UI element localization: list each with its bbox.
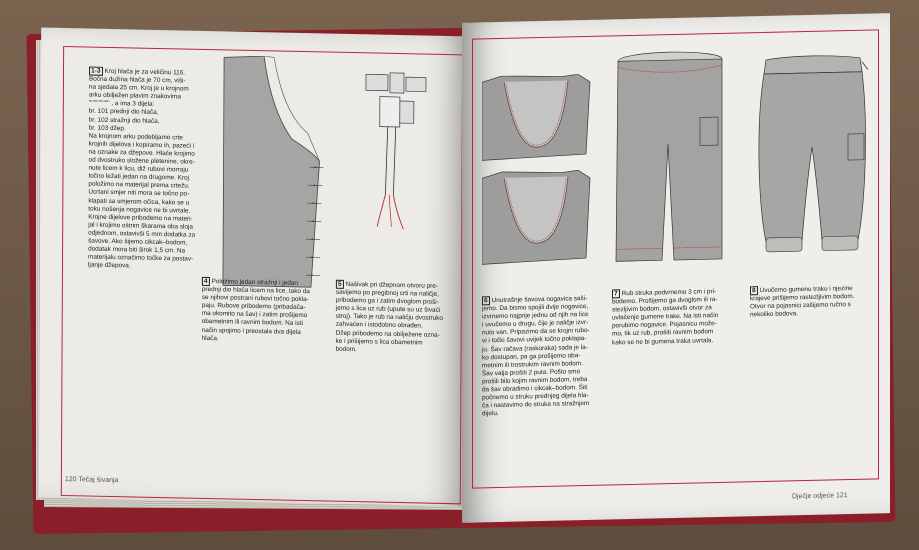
step-line: materijalu označimo točke za postav- (88, 253, 194, 263)
step-line: dijelu. (482, 410, 499, 418)
step-line: savijemo po pregibnoj crti na naličje, (335, 288, 439, 298)
step-line: Uvučemo gumenu traku i njezine (759, 284, 853, 295)
page-footer-left: 120 Tečaj šivanja (64, 476, 119, 485)
step-line: jemo s lica uz rub (upute su uz šivaći (335, 304, 441, 315)
step-line: pribodemo ga i zatim dvoglom proši- (335, 296, 439, 307)
step-intro-text (88, 67, 209, 273)
page-footer-right: Dječje odjeće 121 (792, 492, 848, 501)
step-number: 8 (752, 287, 756, 295)
step-line: način spojimo i preostala dva dijela (201, 326, 301, 336)
step-line: izvrnemo najprije jednu od njih na lice (482, 311, 589, 321)
step-line: Otvor na pojasnici zašijemo ručno s (750, 301, 851, 311)
step-line: ljanje džepova. (87, 261, 131, 270)
step-number: 6 (484, 297, 488, 305)
step-line: položimo na materijal prema crtežu. (88, 180, 190, 190)
step-line: da šav obradimo i cikcak–bodom. Šiti (482, 384, 588, 394)
step-line: ke i prišijemo s lica obametnim (335, 337, 423, 347)
step-number: 5 (336, 280, 344, 289)
step-line: vi i točki šavovi uvijek točno poklapa- (482, 335, 587, 345)
step-line: Rub struka podvrnemo 3 cm i pri- (621, 288, 717, 298)
seam-illustration (482, 74, 592, 271)
step-line: Krojne dijelove pribodemo na materi- (88, 213, 193, 223)
step-line: točno ležati jedan na drugome. Kroj (88, 172, 190, 182)
step-line: ju. Šav račava (raskoraka) sada je la- (482, 343, 588, 353)
step-line: se njihovi postrani rubovi točno pokla- (201, 294, 309, 304)
step-line: jemo. Da bismo spojili dvije nogavice, (482, 303, 589, 313)
finished-pants-illustration (752, 50, 874, 273)
step-line: paju. Rubove pribodemo (pribadača- (201, 302, 306, 312)
step-8-text (750, 283, 875, 319)
pants-pattern-illustration (215, 55, 326, 289)
step-line: Džep pribodemo na obilježene ozna- (335, 329, 440, 339)
step-line: ča i nastavimo do struka na stražnjem (482, 400, 590, 410)
step-number: 7 (614, 290, 618, 298)
step-line: nekoliko bodova. (750, 310, 798, 319)
step-line: šavove. Ako šijemo cikcak–bodom, (88, 237, 188, 247)
step-line: kako se ne bi gumena traka uvrtala. (612, 336, 714, 347)
step-line: jal i krojimo oštrim škarama oba sloja (88, 221, 194, 231)
step-line: Unutrašnje šavova nogavica saši- (491, 295, 588, 305)
step-line: krojnih dijelova i kopiramo ih, pazeći i (88, 140, 195, 150)
step-line: Položimo jedan stražnji i jedan (211, 278, 298, 287)
step-line: klapati sa smjerom očica, kako se u (88, 197, 190, 207)
step-line: prednji dio hlača licem na lice, tako da (201, 285, 310, 296)
step-line: br. 103 džep. (88, 124, 126, 132)
step-line: stroj). Tako je rub na naličju dvostruko (335, 313, 443, 323)
step-7-text (612, 287, 740, 348)
step-line: hlača. (201, 334, 219, 342)
step-line: mo, tik uz rub, prošiti ravnim bodom (612, 328, 714, 338)
step-line: prošili bilo kojim ravnim bodom, treba (482, 375, 588, 386)
step-line: Našivak pri džepnom otvoru pre- (345, 280, 438, 290)
sewing-foot-illustration (355, 66, 456, 233)
step-line: i uvučemo u drugu, čije je naličje izvr- (482, 319, 589, 329)
step-line: toku nošenja nogavice ne bi uvrtale. (88, 205, 191, 215)
step-number: 4 (202, 277, 210, 286)
step-line: metnim ili trostrukim ravnim bodom. (482, 359, 583, 370)
step-4-text (202, 277, 327, 345)
step-line: Na krojnom arku podebljamo crte (88, 132, 183, 142)
step-line: od dvostruko složene pletenine, okre- (88, 156, 195, 166)
step-line: ma okomito na šav) i zatim prošijemo (201, 310, 308, 320)
left-page (39, 28, 471, 507)
step-line: ''''''''''''''''' , a ima 3 dijela: (88, 99, 155, 109)
step-line: dodatak mora biti širok 1,5 cm. Na (88, 245, 186, 255)
step-line: na sjedala 25 cm. Kroj je u krojnom (88, 83, 189, 93)
step-line: Ucrtani smjer niti mora se točno po- (88, 188, 190, 199)
step-line: br. 101 prednji dio hlača, (88, 107, 159, 117)
step-line: odjednom, ostavivši 5 mm dodatka za (88, 229, 196, 239)
step-line: krajeve prišijemo rastezljivim bodom. (750, 293, 855, 303)
step-line: Kroj hlača je za veličinu 116. (104, 67, 186, 77)
step-line: bodemo. Prošijemo ga dvoglom ili ra- (612, 296, 718, 306)
step-line: stezljivim bodom, ostavivši otvor za (612, 304, 712, 314)
step-line: nute licem k licu, diž rubovi morraju (88, 164, 189, 174)
step-5-text (336, 280, 464, 357)
step-line: nuto van. Pripazimo da se krojni rubo- (482, 327, 590, 337)
step-line: ko dostupan, pa ga prošijemo oba- (482, 351, 581, 362)
step-line: počnemo u struku prednjeg dijela hla- (482, 392, 589, 402)
step-line: porubimo nogavice. Pojasnicu može- (612, 320, 717, 330)
step-line: br. 102 stražnji dio hlača, (88, 116, 160, 125)
step-line: obametnim ili ravnim bodom. Na isti (201, 318, 303, 328)
right-page (462, 13, 890, 523)
step-line: na oznake za džepove. Hlače krojimo (88, 148, 195, 158)
pants-hemmed-illustration (610, 47, 730, 275)
step-line: uvlačenje gumene trake. Na isti način (612, 312, 719, 322)
step-number: 1-3 (89, 67, 103, 76)
step-line: Bočna dužina hlača je 70 cm, viši- (88, 75, 186, 85)
step-line: zahvaćen i istodobno obrađen. (335, 321, 423, 330)
step-line: bodom. (335, 345, 357, 353)
step-line: arku obilježen plavim znakovima (88, 91, 181, 101)
step-line: Šav valja prošiti 2 puta. Pošto smo (482, 368, 581, 378)
step-6-text (482, 293, 610, 418)
